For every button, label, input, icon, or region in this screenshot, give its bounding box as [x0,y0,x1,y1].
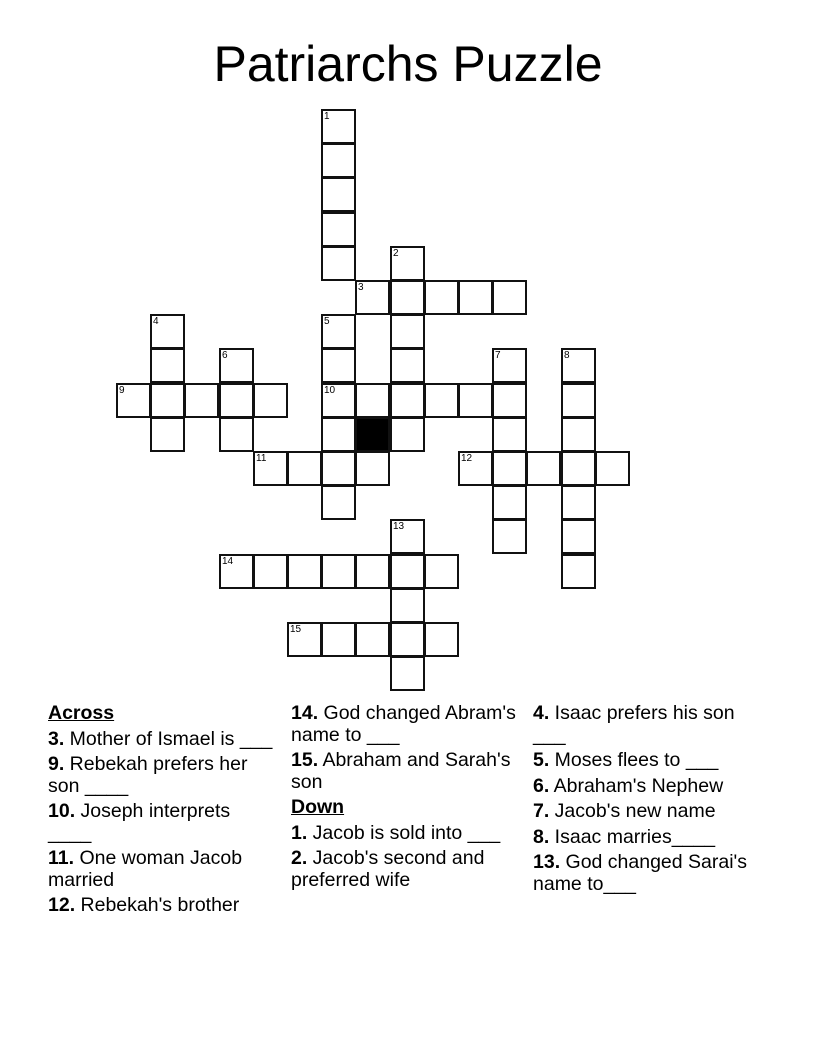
grid-cell[interactable] [424,554,459,589]
grid-cell[interactable] [184,383,219,418]
cell-number: 2 [393,248,399,259]
grid-cell[interactable] [561,383,596,418]
clues-column-2 [291,703,521,895]
grid-cell[interactable] [355,554,390,589]
clues-column-3 [533,703,763,899]
grid-cell[interactable] [492,451,527,486]
black-cell [355,417,390,452]
clue-text: Jacob's second and preferred wife [291,847,485,891]
cell-number: 3 [358,282,364,293]
grid-cell[interactable] [355,622,390,657]
clue-down-5 [533,750,763,772]
clue-across-9 [48,754,278,797]
clue-across-15 [291,750,521,793]
grid-cell[interactable] [492,485,527,520]
grid-cell[interactable] [390,588,425,623]
grid-cell[interactable] [116,383,151,418]
cell-number: 12 [461,453,473,464]
grid-cell[interactable] [561,348,596,383]
clue-number: 14. [291,702,319,724]
grid-cell[interactable] [321,212,356,247]
grid-cell[interactable] [492,519,527,554]
clue-number: 2. [291,847,308,869]
grid-cell[interactable] [561,417,596,452]
grid-cell[interactable] [321,622,356,657]
grid-cell[interactable] [287,554,322,589]
grid-cell[interactable] [355,383,390,418]
grid-cell[interactable] [321,246,356,281]
clue-down-13 [533,852,763,895]
grid-cell[interactable] [492,417,527,452]
clue-down-6 [533,776,763,798]
grid-cell[interactable] [561,451,596,486]
cell-number: 14 [222,556,234,567]
grid-cell[interactable] [219,554,254,589]
grid-cell[interactable] [321,177,356,212]
grid-cell[interactable] [561,485,596,520]
grid-cell[interactable] [219,383,254,418]
grid-cell[interactable] [253,383,288,418]
clue-number: 10. [48,800,76,822]
clue-across-3 [48,729,278,751]
grid-cell[interactable] [424,280,459,315]
grid-cell[interactable] [458,451,493,486]
clue-number: 15. [291,749,319,771]
clue-number: 1. [291,821,308,844]
grid-cell[interactable] [561,519,596,554]
grid-cell[interactable] [492,280,527,315]
grid-cell[interactable] [595,451,630,486]
grid-cell[interactable] [287,622,322,657]
grid-cell[interactable] [321,554,356,589]
grid-cell[interactable] [150,314,185,349]
grid-cell[interactable] [219,417,254,452]
grid-cell[interactable] [219,348,254,383]
clue-across-11 [48,848,278,891]
grid-cell[interactable] [355,280,390,315]
clue-down-4 [533,703,763,746]
clue-text: Jacob's new name [549,800,716,822]
clue-text: Joseph interprets ____ [48,800,231,844]
grid-cell[interactable] [390,246,425,281]
cell-number: 9 [119,385,125,396]
grid-cell[interactable] [287,451,322,486]
grid-cell[interactable] [390,554,425,589]
grid-cell[interactable] [390,519,425,554]
clue-number: 3. [48,727,65,750]
grid-cell[interactable] [321,383,356,418]
clue-across-12 [48,895,278,917]
grid-cell[interactable] [355,451,390,486]
grid-cell[interactable] [253,554,288,589]
clue-number: 9. [48,753,65,775]
clue-text: Mother of Ismael is ___ [64,727,273,750]
clue-text: God changed Abram's name to ___ [291,702,516,746]
clue-number: 13. [533,851,561,873]
down-heading: Down [291,796,345,818]
grid-cell[interactable] [390,656,425,691]
puzzle-title: Patriarchs Puzzle [213,36,603,92]
cell-number: 6 [222,350,228,361]
cell-number: 4 [153,316,159,327]
cell-number: 15 [290,624,302,635]
cell-number: 10 [324,385,336,396]
grid-cell[interactable] [390,280,425,315]
cell-number: 11 [256,453,267,464]
grid-cell[interactable] [150,383,185,418]
grid-cell[interactable] [390,417,425,452]
clue-number: 8. [533,825,550,848]
across-heading: Across [48,702,115,724]
clue-text: Rebekah's brother [75,894,240,916]
grid-cell[interactable] [424,383,459,418]
cell-number: 8 [564,350,570,361]
grid-cell[interactable] [424,622,459,657]
clue-number: 5. [533,749,550,771]
grid-cell[interactable] [321,143,356,178]
grid-cell[interactable] [526,451,561,486]
grid-cell[interactable] [390,383,425,418]
clue-down-7 [533,801,763,823]
cell-number: 13 [393,521,405,532]
grid-cell[interactable] [321,451,356,486]
clue-down-2 [291,848,521,891]
clue-number: 4. [533,702,550,724]
clue-text: Isaac marries____ [549,825,716,848]
clue-text: God changed Sarai's name to___ [533,851,748,895]
grid-cell[interactable] [492,383,527,418]
clue-text: Abraham and Sarah's son [291,749,511,793]
grid-cell[interactable] [321,485,356,520]
clue-text: Jacob is sold into ___ [307,821,501,844]
grid-cell[interactable] [390,314,425,349]
clue-text: Rebekah prefers her son ____ [48,753,248,797]
clue-down-1 [291,823,521,845]
clue-text: Moses flees to ___ [549,749,719,771]
clue-across-10 [48,801,278,844]
clue-text: One woman Jacob married [48,847,243,891]
clue-number: 6. [533,774,550,797]
clue-number: 11. [48,847,75,869]
cell-number: 1 [324,111,330,122]
cell-number: 5 [324,316,330,327]
grid-cell[interactable] [321,109,356,144]
grid-cell[interactable] [390,348,425,383]
grid-cell[interactable] [321,348,356,383]
clue-across-14 [291,703,521,746]
clue-text: Abraham's Nephew [549,774,724,797]
clues-column-1 [48,703,278,921]
clue-down-8 [533,827,763,849]
grid-cell[interactable] [150,417,185,452]
cell-number: 7 [495,350,501,361]
clue-number: 12. [48,894,76,916]
grid-cell[interactable] [561,554,596,589]
grid-cell[interactable] [253,451,288,486]
grid-cell[interactable] [458,280,493,315]
clue-text: Isaac prefers his son ___ [533,702,735,746]
grid-cell[interactable] [150,348,185,383]
grid-cell[interactable] [492,348,527,383]
grid-cell[interactable] [321,417,356,452]
grid-cell[interactable] [458,383,493,418]
grid-cell[interactable] [321,314,356,349]
clue-number: 7. [533,800,550,822]
grid-cell[interactable] [390,622,425,657]
